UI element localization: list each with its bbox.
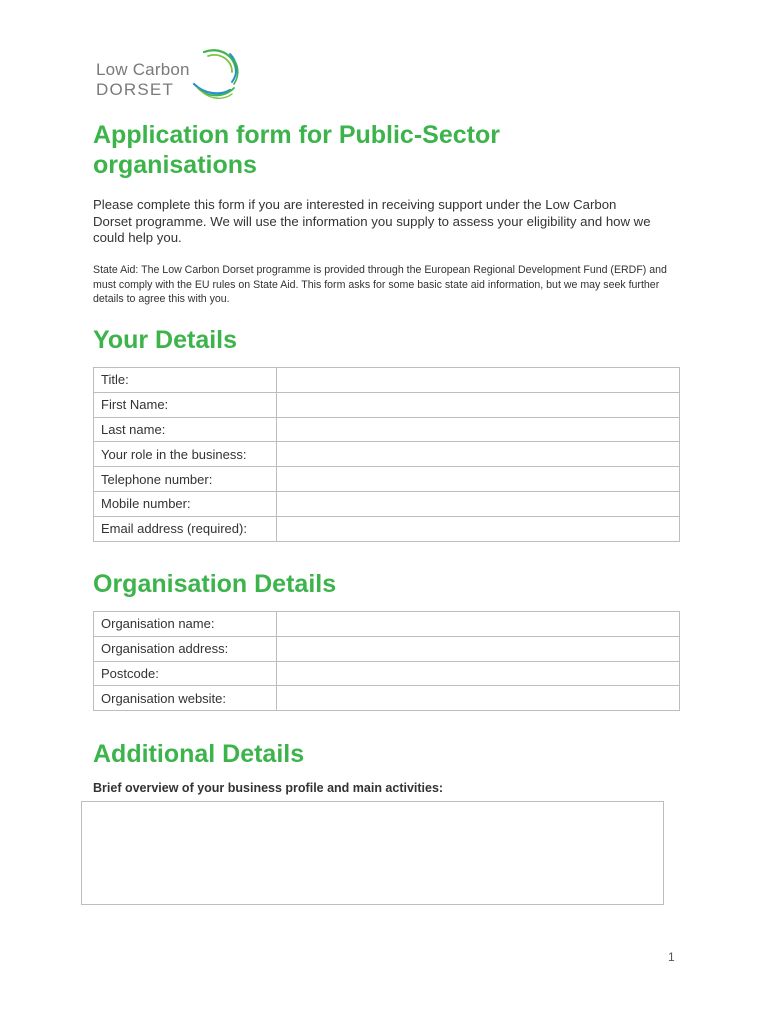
field-label: Postcode: [94, 661, 277, 686]
state-aid-paragraph: State Aid: The Low Carbon Dorset programme is provided through the European Regional Development Fund (ERDF) and must comply with the EU rules on State Aid. This form asks for some basic state aid information, but we may seek further details to agree this with you. [93, 264, 667, 305]
swirl-logo-icon [186, 46, 242, 102]
email-field[interactable] [277, 516, 680, 541]
your-details-heading: Your Details [93, 326, 238, 354]
table-row [94, 417, 680, 442]
page-number: 1 [668, 950, 675, 964]
low-carbon-dorset-logo [96, 46, 246, 106]
table-row [94, 442, 680, 467]
field-label: Telephone number: [94, 467, 277, 492]
table-row [94, 636, 680, 661]
title-field[interactable] [277, 368, 680, 393]
your-details-table [93, 367, 680, 542]
logo-line-2: DORSET [96, 80, 175, 99]
field-label: Your role in the business: [94, 442, 277, 467]
organisation-details-table [93, 611, 680, 711]
overview-textarea[interactable] [81, 801, 664, 905]
field-label: Last name: [94, 417, 277, 442]
table-row [94, 368, 680, 393]
table-row [94, 467, 680, 492]
field-label: Organisation name: [94, 612, 277, 637]
logo-line-1: Low Carbon [96, 60, 190, 79]
organisation-address-field[interactable] [277, 636, 680, 661]
table-row [94, 516, 680, 541]
mobile-field[interactable] [277, 491, 680, 516]
additional-details-heading: Additional Details [93, 740, 305, 768]
role-field[interactable] [277, 442, 680, 467]
field-label: Title: [94, 368, 277, 393]
postcode-field[interactable] [277, 661, 680, 686]
table-row [94, 661, 680, 686]
field-label: First Name: [94, 392, 277, 417]
table-row [94, 491, 680, 516]
field-label: Organisation website: [94, 686, 277, 711]
logo-wordmark [96, 60, 190, 100]
field-label: Organisation address: [94, 636, 277, 661]
field-label: Mobile number: [94, 491, 277, 516]
first-name-field[interactable] [277, 392, 680, 417]
table-row [94, 612, 680, 637]
telephone-field[interactable] [277, 467, 680, 492]
organisation-website-field[interactable] [277, 686, 680, 711]
table-row [94, 686, 680, 711]
organisation-details-heading: Organisation Details [93, 570, 337, 598]
overview-label: Brief overview of your business profile and main activities: [93, 781, 444, 795]
page-title: Application form for Public-Sector organisations [93, 121, 500, 179]
field-label: Email address (required): [94, 516, 277, 541]
table-row [94, 392, 680, 417]
intro-paragraph: Please complete this form if you are interested in receiving support under the Low Carbon Dorset programme. We will use the information you supply to assess your eligibility and how we could help you. [93, 197, 651, 245]
organisation-name-field[interactable] [277, 612, 680, 637]
last-name-field[interactable] [277, 417, 680, 442]
